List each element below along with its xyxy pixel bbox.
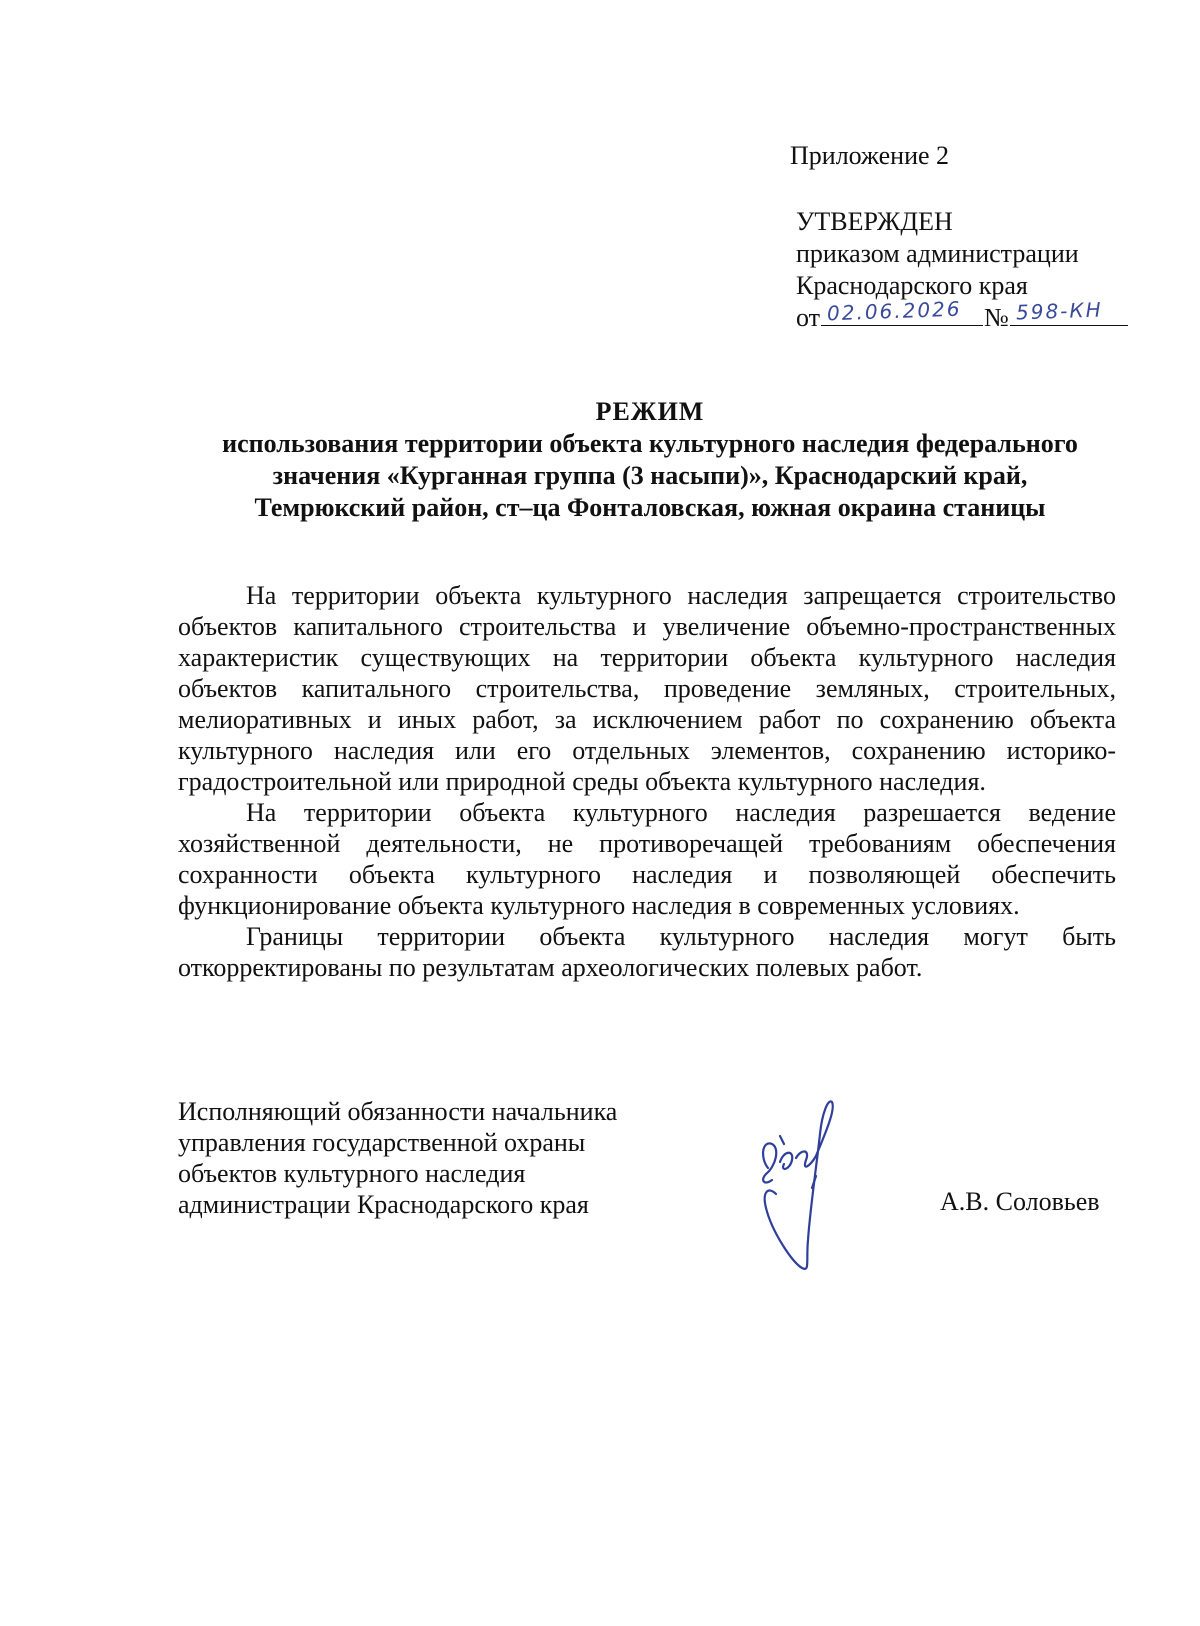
position-line-3: объектов культурного наследия [178,1159,526,1188]
handwritten-number: 598-КН [1015,297,1103,325]
handwritten-signature [750,1100,880,1280]
title-main: РЕЖИМ [595,397,705,426]
position-line-4: администрации Краснодарского края [178,1190,589,1219]
approval-issuer-line-2: Краснодарского края [796,271,1028,300]
body-paragraph-3: Границы территории объекта культурного наследия могут быть откорректированы по результатам археологических полевых работ. [178,922,1116,982]
title-subtitle-line-1: использования территории объекта культурного наследия федерального [222,429,1078,458]
position-line-2: управления государственной охраны [178,1128,586,1157]
handwritten-date: 02.06.2026 [826,296,962,326]
body-paragraph-1: На территории объекта культурного наследия запрещается строительство объектов капитального строительства и увеличение объемно-пространственных характеристик существующих на территории объекта культурного наследия объектов капитального строительства, проведение земляных, строительных, мелиоративных и иных работ, за исключением работ по сохранению объекта культурного наследия или его отдельных элементов, сохранению историко-градостроительной или природной среды объекта культурного наследия. [178,581,1116,796]
appendix-label: Приложение 2 [790,141,950,170]
date-blank [821,296,983,326]
body-paragraph-2: На территории объекта культурного наследия разрешается ведение хозяйственной деятельности, не противоречащей требованиям обеспечения сохранности объекта культурного наследия и позволяющей обеспечить функционирование объекта культурного наследия в современных условиях. [178,798,1116,920]
position-line-1: Исполняющий обязанности начальника [178,1097,618,1126]
number-blank [1010,297,1128,326]
title-subtitle-line-2: значения «Курганная группа (3 насыпи)», Краснодарский край, [272,461,1028,490]
approval-issuer-line-1: приказом администрации [796,239,1079,268]
document-title [120,396,1180,524]
signatory-position [178,1096,617,1220]
signer-name: А.В. Соловьев [940,1187,1100,1216]
number-sign: № [984,303,1009,332]
document-body [178,580,1116,983]
order-reference [796,296,1129,334]
approval-status: УТВЕРЖДЕН [796,207,953,236]
approval-block [796,206,1129,334]
date-prefix: от [796,303,821,332]
title-subtitle-line-3: Темрюкский район, ст–ца Фонталовская, южная окраина станицы [254,493,1046,522]
